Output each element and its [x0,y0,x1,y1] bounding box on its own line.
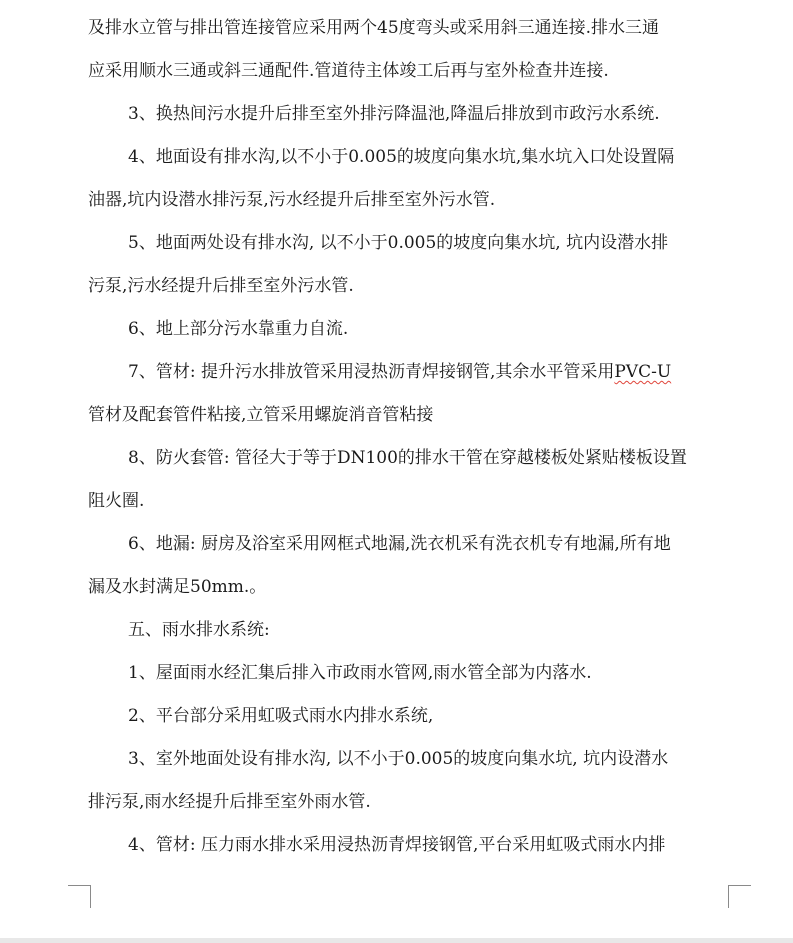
paragraph-line: 漏及水封满足50mm.。 [88,577,267,597]
paragraph-line: 6、地漏: 厨房及浴室采用网框式地漏,洗衣机采有洗衣机专有地漏,所有地 [128,534,671,554]
paragraph-line: 3、室外地面处设有排水沟, 以不小于0.005的坡度向集水坑, 坑内设潜水 [128,749,669,769]
paragraph-line: 污泵,污水经提升后排至室外污水管. [88,276,354,296]
paragraph-line: 4、管材: 压力雨水排水采用浸热沥青焊接钢管,平台采用虹吸式雨水内排 [128,835,666,855]
spellcheck-flagged-word[interactable]: PVC-U [614,362,672,382]
paragraph-line: 管材及配套管件粘接,立管采用螺旋消音管粘接 [88,405,434,425]
paragraph-line: 油器,坑内设潜水排污泵,污水经提升后排至室外污水管. [88,190,496,210]
page-bottom-edge [0,938,793,943]
paragraph-line: 2、平台部分采用虹吸式雨水内排水系统, [128,706,434,726]
page-margin-corner-mark-right [728,885,751,908]
paragraph-line: 排污泵,雨水经提升后排至室外雨水管. [88,792,371,812]
paragraph-line: 6、地上部分污水靠重力自流. [128,319,349,339]
paragraph-line: 应采用顺水三通或斜三通配件.管道待主体竣工后再与室外检查井连接. [88,61,609,81]
document-body [88,7,728,867]
paragraph-line: 1、屋面雨水经汇集后排入市政雨水管网,雨水管全部为内落水. [128,663,592,683]
paragraph-line: 4、地面设有排水沟,以不小于0.005的坡度向集水坑,集水坑入口处设置隔 [128,147,675,167]
page-margin-corner-mark-left [68,885,91,908]
section-heading: 五、雨水排水系统: [128,620,270,640]
paragraph-line: 及排水立管与排出管连接管应采用两个45度弯头或采用斜三通连接.排水三通 [88,18,660,38]
paragraph-line-text: 7、管材: 提升污水排放管采用浸热沥青焊接钢管,其余水平管采用 [128,362,615,382]
paragraph-line: 阻火圈. [88,491,145,511]
paragraph-line [88,351,728,394]
paragraph-line: 3、换热间污水提升后排至室外排污降温池,降温后排放到市政污水系统. [128,104,660,124]
paragraph-line: 5、地面两处设有排水沟, 以不小于0.005的坡度向集水坑, 坑内设潜水排 [128,233,669,253]
paragraph-line: 8、防火套管: 管径大于等于DN100的排水干管在穿越楼板处紧贴楼板设置 [128,448,687,468]
